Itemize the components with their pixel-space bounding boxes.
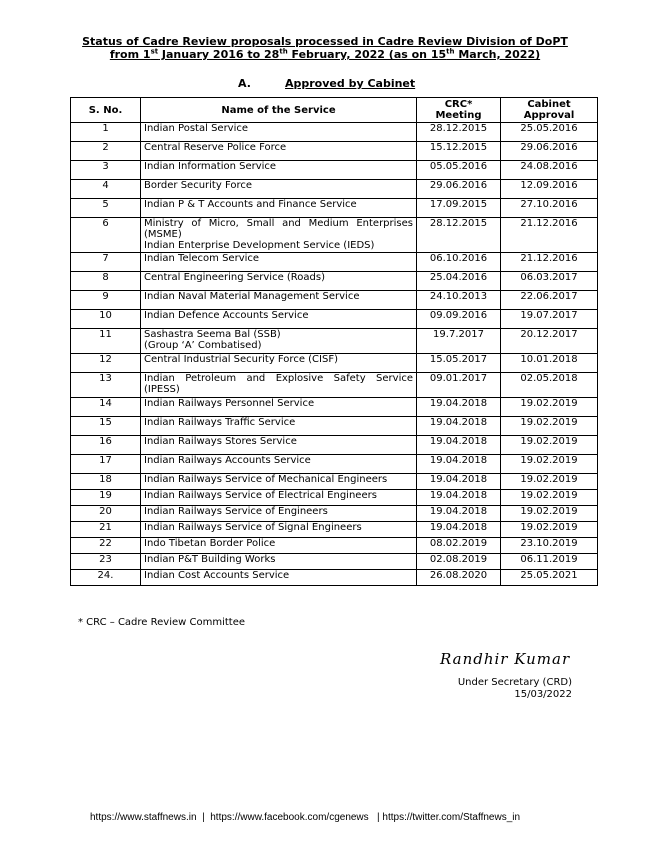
cell-sno: 12 (71, 354, 141, 373)
cell-cabinet-date: 02.05.2018 (501, 373, 598, 398)
cell-crc-date: 28.12.2015 (417, 123, 501, 142)
table-row (71, 522, 598, 538)
title-part: March, 2022) (454, 48, 541, 61)
cell-cabinet-date: 24.08.2016 (501, 161, 598, 180)
table-row (71, 291, 598, 310)
cell-cabinet-date: 06.03.2017 (501, 272, 598, 291)
table-row (71, 310, 598, 329)
table-row (71, 199, 598, 218)
cell-crc-date: 02.08.2019 (417, 554, 501, 570)
cell-cabinet-date: 21.12.2016 (501, 253, 598, 272)
cell-service (141, 522, 417, 538)
cell-service (141, 490, 417, 506)
document-title (0, 35, 650, 61)
service-name: Indian Railways Stores Service (144, 436, 297, 447)
footer-links (90, 812, 520, 823)
cell-cabinet-date: 19.02.2019 (501, 398, 598, 417)
cell-sno: 21 (71, 522, 141, 538)
cell-cabinet-date: 27.10.2016 (501, 199, 598, 218)
cell-sno: 11 (71, 329, 141, 354)
cell-service (141, 329, 417, 354)
table-row (71, 123, 598, 142)
table-row (71, 417, 598, 436)
section-letter: A. (238, 77, 251, 90)
cell-sno: 10 (71, 310, 141, 329)
cell-sno: 14 (71, 398, 141, 417)
cell-sno: 5 (71, 199, 141, 218)
footer-separator: | (196, 812, 211, 823)
cell-sno: 16 (71, 436, 141, 455)
table-row (71, 354, 598, 373)
service-name: Indian P&T Building Works (144, 554, 276, 565)
cell-sno: 4 (71, 180, 141, 199)
cell-cabinet-date: 06.11.2019 (501, 554, 598, 570)
cell-cabinet-date: 19.07.2017 (501, 310, 598, 329)
cell-sno: 6 (71, 218, 141, 253)
service-name: Indian P & T Accounts and Finance Service (144, 199, 357, 210)
cell-cabinet-date: 29.06.2016 (501, 142, 598, 161)
cell-service (141, 180, 417, 199)
cell-service (141, 436, 417, 455)
cell-service (141, 272, 417, 291)
cell-sno: 1 (71, 123, 141, 142)
title-sup: th (446, 47, 455, 56)
title-line-1: Status of Cadre Review proposals processed in Cadre Review Division of DoPT (82, 35, 568, 48)
footer-link-twitter[interactable]: https://twitter.com/Staffnews_in (382, 812, 521, 823)
cell-crc-date: 19.04.2018 (417, 474, 501, 490)
footer-separator: | (368, 812, 383, 823)
cell-service (141, 474, 417, 490)
cell-crc-date: 09.09.2016 (417, 310, 501, 329)
cell-service (141, 554, 417, 570)
cell-sno: 22 (71, 538, 141, 554)
cell-cabinet-date: 19.02.2019 (501, 474, 598, 490)
cell-crc-date: 17.09.2015 (417, 199, 501, 218)
cell-cabinet-date: 19.02.2019 (501, 436, 598, 455)
cell-service (141, 310, 417, 329)
signatory-block (458, 677, 572, 701)
cell-sno: 13 (71, 373, 141, 398)
service-name: Indian Naval Material Management Service (144, 291, 360, 302)
signatory-date: 15/03/2022 (514, 689, 572, 700)
cell-service (141, 253, 417, 272)
table-row (71, 490, 598, 506)
table-row (71, 253, 598, 272)
cell-service (141, 455, 417, 474)
cell-cabinet-date: 21.12.2016 (501, 218, 598, 253)
cell-service (141, 373, 417, 398)
service-name: Border Security Force (144, 180, 253, 191)
cell-cabinet-date: 22.06.2017 (501, 291, 598, 310)
cell-service (141, 570, 417, 586)
cell-crc-date: 25.04.2016 (417, 272, 501, 291)
cell-cabinet-date: 25.05.2016 (501, 123, 598, 142)
cell-service (141, 161, 417, 180)
cell-sno: 20 (71, 506, 141, 522)
service-name: Indian Railways Service of Engineers (144, 506, 328, 517)
cell-service (141, 291, 417, 310)
cell-sno: 17 (71, 455, 141, 474)
table-row (71, 538, 598, 554)
section-label: Approved by Cabinet (285, 77, 416, 90)
signatory-role: Under Secretary (CRD) (457, 677, 572, 688)
service-name: Ministry of Micro, Small and Medium Enterprises (MSME) (144, 218, 413, 240)
cell-crc-date: 28.12.2015 (417, 218, 501, 253)
table-row (71, 161, 598, 180)
cell-crc-date: 09.01.2017 (417, 373, 501, 398)
service-name: Indian Railways Personnel Service (144, 398, 315, 409)
cell-crc-date: 15.12.2015 (417, 142, 501, 161)
service-name: Indian Railways Service of Mechanical Engineers (144, 474, 388, 485)
cell-crc-date: 19.04.2018 (417, 398, 501, 417)
cell-service (141, 538, 417, 554)
cell-cabinet-date: 19.02.2019 (501, 490, 598, 506)
cell-sno: 24. (71, 570, 141, 586)
cell-cabinet-date: 19.02.2019 (501, 506, 598, 522)
table-row (71, 329, 598, 354)
cell-crc-date: 29.06.2016 (417, 180, 501, 199)
cell-crc-date: 15.05.2017 (417, 354, 501, 373)
cell-service (141, 218, 417, 253)
cell-cabinet-date: 10.01.2018 (501, 354, 598, 373)
table-row (71, 474, 598, 490)
table-row (71, 570, 598, 586)
table-row (71, 436, 598, 455)
table-row (71, 506, 598, 522)
service-name: Indian Information Service (144, 161, 277, 172)
header-sno: S. No. (71, 98, 141, 123)
cell-sno: 18 (71, 474, 141, 490)
cell-cabinet-date: 20.12.2017 (501, 329, 598, 354)
cell-crc-date: 24.10.2013 (417, 291, 501, 310)
title-sup: th (279, 47, 288, 56)
table-row (71, 373, 598, 398)
service-name: Indian Postal Service (144, 123, 249, 134)
service-name: Indian Railways Service of Signal Engineers (144, 522, 362, 533)
table-row (71, 142, 598, 161)
service-name: Indian Railways Accounts Service (144, 455, 311, 466)
title-part: from 1 (109, 48, 151, 61)
cell-service (141, 417, 417, 436)
title-part: January 2016 to 28 (158, 48, 280, 61)
cell-sno: 7 (71, 253, 141, 272)
header-crc: CRC* Meeting (417, 98, 501, 123)
cell-cabinet-date: 23.10.2019 (501, 538, 598, 554)
cell-service (141, 398, 417, 417)
table-row (71, 218, 598, 253)
cell-sno: 15 (71, 417, 141, 436)
service-name: Indo Tibetan Border Police (144, 538, 276, 549)
cell-sno: 19 (71, 490, 141, 506)
cell-crc-date: 08.02.2019 (417, 538, 501, 554)
title-part: February, 2022 (as on 15 (287, 48, 447, 61)
title-sup: st (150, 47, 159, 56)
cell-sno: 2 (71, 142, 141, 161)
header-cabinet: Cabinet Approval (501, 98, 598, 123)
service-name-line-2: (Group ‘A’ Combatised) (144, 340, 262, 351)
service-name: Indian Railways Service of Electrical Engineers (144, 490, 377, 501)
table-row (71, 398, 598, 417)
cell-cabinet-date: 19.02.2019 (501, 417, 598, 436)
cell-crc-date: 19.04.2018 (417, 455, 501, 474)
cell-crc-date: 19.04.2018 (417, 436, 501, 455)
cell-cabinet-date: 25.05.2021 (501, 570, 598, 586)
cell-crc-date: 19.04.2018 (417, 506, 501, 522)
cell-service (141, 354, 417, 373)
cell-cabinet-date: 12.09.2016 (501, 180, 598, 199)
service-name-line-2: Indian Enterprise Development Service (IEDS) (144, 240, 375, 251)
table-body (71, 123, 598, 586)
title-line-2 (0, 48, 650, 61)
table-row (71, 272, 598, 291)
signature: Randhir Kumar (440, 650, 571, 668)
cell-crc-date: 19.04.2018 (417, 417, 501, 436)
table-row (71, 554, 598, 570)
cell-crc-date: 19.04.2018 (417, 490, 501, 506)
cell-crc-date: 19.04.2018 (417, 522, 501, 538)
cadre-review-table (70, 97, 598, 586)
cell-cabinet-date: 19.02.2019 (501, 455, 598, 474)
service-name: Indian Telecom Service (144, 253, 260, 264)
footnote: * CRC – Cadre Review Committee (78, 617, 245, 628)
table-row (71, 455, 598, 474)
service-name: Indian Defence Accounts Service (144, 310, 309, 321)
cell-sno: 8 (71, 272, 141, 291)
footer-link-staffnews[interactable]: https://www.staffnews.in (90, 812, 197, 823)
cell-service (141, 123, 417, 142)
service-name: Central Reserve Police Force (144, 142, 287, 153)
footer-link-facebook[interactable]: https://www.facebook.com/cgenews (210, 812, 369, 823)
table-row (71, 180, 598, 199)
cell-service (141, 506, 417, 522)
table-header-row (71, 98, 598, 123)
service-name: Central Engineering Service (Roads) (144, 272, 326, 283)
cell-sno: 9 (71, 291, 141, 310)
service-name: Indian Petroleum and Explosive Safety Service (IPESS) (144, 373, 413, 395)
cell-service (141, 142, 417, 161)
service-name: Indian Cost Accounts Service (144, 570, 290, 581)
header-service: Name of the Service (141, 98, 417, 123)
cell-cabinet-date: 19.02.2019 (501, 522, 598, 538)
cell-service (141, 199, 417, 218)
cell-crc-date: 06.10.2016 (417, 253, 501, 272)
service-name: Sashastra Seema Bal (SSB) (144, 329, 281, 340)
service-name: Indian Railways Traffic Service (144, 417, 296, 428)
cell-crc-date: 05.05.2016 (417, 161, 501, 180)
cell-sno: 3 (71, 161, 141, 180)
cell-sno: 23 (71, 554, 141, 570)
service-name: Central Industrial Security Force (CISF) (144, 354, 338, 365)
cell-crc-date: 26.08.2020 (417, 570, 501, 586)
cell-crc-date: 19.7.2017 (417, 329, 501, 354)
